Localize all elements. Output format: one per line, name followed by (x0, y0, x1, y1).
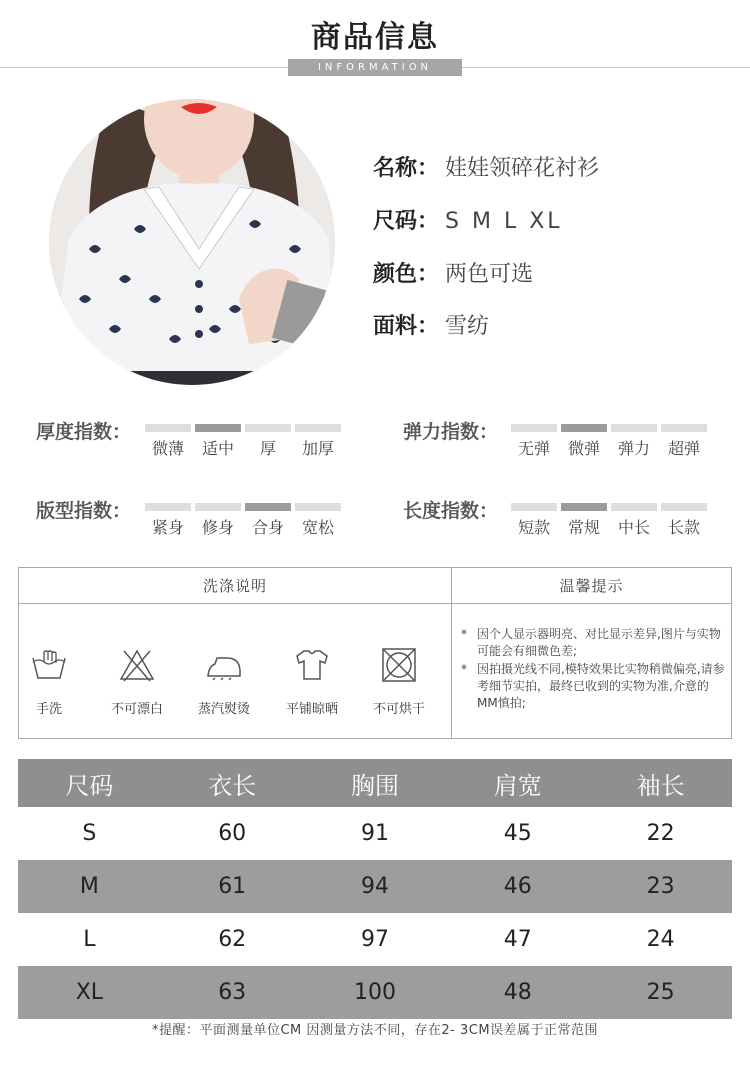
elasticity-option: 弹力 (617, 439, 650, 458)
table-cell: M (18, 860, 161, 913)
info-fabric-value: 雪纺 (445, 314, 490, 339)
header-cell: 胸围 (304, 759, 447, 807)
size-table (18, 759, 732, 1019)
thickness-option: 适中 (201, 439, 234, 458)
table-cell: 45 (446, 807, 589, 860)
care-header: 洗涤说明 (19, 568, 451, 604)
elasticity-option: 超弹 (667, 439, 700, 458)
care-label: 不可烘干 (372, 702, 425, 717)
table-cell: S (18, 807, 161, 860)
tip-item (459, 661, 729, 712)
fit-seg-slim (195, 503, 241, 511)
fit-option: 合身 (251, 518, 284, 537)
measurement-note: *提醒：平面测量单位CM 因测量方法不同，存在2- 3CM误差属于正常范围 (151, 1023, 599, 1038)
info-fabric-key: 面料： (373, 314, 440, 339)
info-color-key: 颜色： (373, 262, 440, 287)
tip-star: * (461, 662, 467, 676)
elasticity-index-label: 弹力指数： (403, 421, 499, 443)
header-cell: 袖长 (589, 759, 732, 807)
fit-index-label: 版型指数： (36, 500, 132, 522)
care-item-hand-wash (9, 648, 89, 717)
care-item-no-tumble-dry (359, 648, 439, 717)
care-tips-box (18, 567, 732, 739)
info-size-key: 尺码： (373, 209, 440, 234)
table-row (18, 966, 732, 1019)
page-subtitle: INFORMATION (288, 59, 462, 76)
table-cell: 62 (161, 913, 304, 966)
tip-text: 因拍摄光线不同,模特效果比实物稍微偏亮,请参考细节实拍，最终已收到的实物为准,介意的MM慎拍; (477, 662, 725, 710)
length-option: 中长 (617, 518, 650, 537)
length-seg-medium (611, 503, 657, 511)
care-item-no-bleach (97, 648, 177, 717)
fit-option: 紧身 (151, 518, 184, 537)
tip-star: * (461, 627, 467, 641)
thickness-seg-thick (245, 424, 291, 432)
table-cell: 47 (446, 913, 589, 966)
thickness-option: 微薄 (151, 439, 184, 458)
length-index-label: 长度指数： (403, 500, 499, 522)
table-cell: XL (18, 966, 161, 1019)
length-seg-long (661, 503, 707, 511)
table-row (18, 913, 732, 966)
table-cell: 48 (446, 966, 589, 1019)
elasticity-option: 无弹 (517, 439, 550, 458)
care-label: 不可漂白 (110, 702, 163, 717)
info-size-value: S M L XL (445, 209, 563, 234)
table-cell: 23 (589, 860, 732, 913)
table-cell: 22 (589, 807, 732, 860)
table-cell: 100 (304, 966, 447, 1019)
product-photo (49, 99, 335, 385)
thickness-seg-extra (295, 424, 341, 432)
info-name-key: 名称： (373, 156, 440, 181)
elasticity-seg-slight (561, 424, 607, 432)
length-option: 常规 (567, 518, 600, 537)
hand-wash-icon (30, 648, 68, 682)
elasticity-option: 微弹 (567, 439, 600, 458)
model-illustration (49, 99, 335, 385)
steam-iron-icon (205, 648, 243, 682)
no-bleach-icon (118, 648, 156, 682)
no-tumble-dry-icon (380, 648, 418, 682)
table-cell: 91 (304, 807, 447, 860)
table-row (18, 807, 732, 860)
thickness-option: 厚 (259, 439, 276, 458)
info-fabric-row (373, 309, 489, 340)
fit-seg-loose (295, 503, 341, 511)
thickness-index-label: 厚度指数： (36, 421, 132, 443)
fit-option: 修身 (201, 518, 234, 537)
table-cell: 63 (161, 966, 304, 1019)
table-cell: 61 (161, 860, 304, 913)
table-cell: 25 (589, 966, 732, 1019)
care-divider (451, 568, 452, 738)
flat-dry-icon (293, 648, 331, 682)
header-cell: 肩宽 (446, 759, 589, 807)
fit-option: 宽松 (301, 518, 334, 537)
table-cell: 60 (161, 807, 304, 860)
table-cell: 46 (446, 860, 589, 913)
table-cell: 97 (304, 913, 447, 966)
care-label: 蒸汽熨烫 (197, 702, 250, 717)
table-cell: 24 (589, 913, 732, 966)
header-cell: 尺码 (18, 759, 161, 807)
table-cell: L (18, 913, 161, 966)
info-name-value: 娃娃领碎花衬衫 (445, 156, 600, 181)
tips-list (459, 626, 729, 713)
length-seg-short (511, 503, 557, 511)
info-color-row (373, 257, 533, 288)
thickness-seg-medium (195, 424, 241, 432)
table-cell: 94 (304, 860, 447, 913)
size-table-header (18, 759, 732, 807)
fit-seg-regular (245, 503, 291, 511)
care-item-flat-dry (272, 648, 352, 717)
care-label: 手洗 (35, 702, 62, 717)
care-label: 平铺晾晒 (285, 702, 338, 717)
thickness-option: 加厚 (301, 439, 334, 458)
care-item-steam-iron (184, 648, 264, 717)
elasticity-seg-elastic (611, 424, 657, 432)
tip-text: 因个人显示器明亮、对比显示差异,图片与实物可能会有细微色差; (477, 627, 721, 658)
tips-header: 温馨提示 (452, 568, 731, 604)
thickness-seg-thin (145, 424, 191, 432)
length-option: 长款 (667, 518, 700, 537)
header-cell: 衣长 (161, 759, 304, 807)
elasticity-seg-super (661, 424, 707, 432)
table-row (18, 860, 732, 913)
length-seg-regular (561, 503, 607, 511)
fit-seg-tight (145, 503, 191, 511)
length-option: 短款 (517, 518, 550, 537)
info-color-value: 两色可选 (445, 262, 534, 287)
elasticity-seg-none (511, 424, 557, 432)
page-title: 商品信息 (311, 20, 439, 55)
info-name-row (373, 151, 599, 182)
tip-item (459, 626, 729, 660)
info-size-row (373, 204, 563, 235)
